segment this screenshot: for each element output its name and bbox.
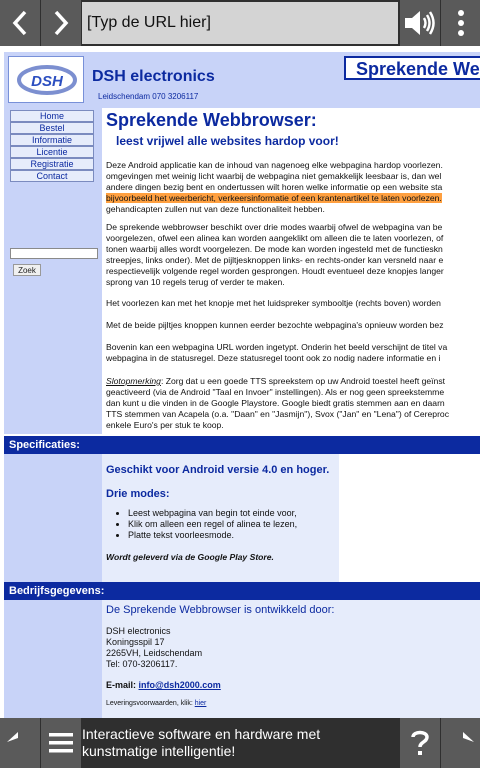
paragraph-6[interactable]: Slotopmerking: Zorg dat u een goede TTS spreekstem op uw Android toestel heeft geïnst geactiveerd (via de Android "Taal en Invoer" instellingen). Als er nog geen spreekstemme dan kunt u die vinden in de Google Playstore. Google biedt gratis stemmen aan en daarn TTS stemmen van Acapela (o.a. "Daan" en "Jasmijn"), Svox ("Jan" en "Lena") of Cereproc enkele Euro's per stuk te koop. bbox=[106, 376, 450, 430]
site-header bbox=[4, 52, 480, 108]
specs-modes-list bbox=[118, 508, 297, 541]
chevron-right-icon bbox=[51, 9, 71, 37]
specs-footer: Wordt geleverd via de Google Play Store. bbox=[106, 552, 274, 562]
company-section-header: Bedrijfsgegevens: bbox=[4, 582, 480, 600]
share-arrow-icon bbox=[446, 728, 476, 758]
company-side-panel bbox=[4, 600, 102, 718]
next-line-button[interactable] bbox=[441, 718, 480, 768]
browser-toolbar bbox=[0, 0, 480, 46]
overflow-menu-button[interactable] bbox=[441, 0, 480, 46]
logo-text: DSH bbox=[31, 73, 63, 90]
header-title-box bbox=[344, 56, 480, 80]
menu-contact[interactable]: Contact bbox=[10, 170, 94, 182]
hamburger-list-icon bbox=[48, 730, 74, 756]
status-line: Interactieve software en hardware met kunstmatige intelligentie! bbox=[82, 726, 321, 759]
url-input[interactable]: [Typ de URL hier] bbox=[82, 2, 398, 44]
menu-informatie[interactable]: Informatie bbox=[10, 134, 94, 146]
company-email: E-mail: info@dsh2000.com bbox=[106, 680, 221, 690]
mode-button[interactable] bbox=[41, 718, 81, 768]
help-button[interactable] bbox=[400, 718, 440, 768]
specs-section-header: Specificaties: bbox=[4, 436, 480, 454]
main-article bbox=[102, 108, 480, 434]
browser-bottom-bar bbox=[0, 718, 480, 768]
email-link[interactable]: info@dsh2000.com bbox=[138, 680, 221, 690]
brand-name: DSH electronics bbox=[92, 68, 215, 85]
specs-side-panel bbox=[4, 454, 102, 582]
specs-modes-heading: Drie modes: bbox=[106, 488, 170, 500]
speak-button[interactable] bbox=[400, 0, 440, 46]
back-button[interactable] bbox=[0, 0, 40, 46]
menu-licentie[interactable]: Licentie bbox=[10, 146, 94, 158]
highlighted-sentence: bijvoorbeeld het weerbericht, verkeersinformatie of een krantenartikel te laten voorlezen. bbox=[106, 193, 442, 203]
paragraph-4[interactable]: Met de beide pijltjes knoppen kunnen eerder bezochte webpagina's opnieuw worden bez bbox=[106, 320, 444, 330]
terms-link[interactable]: hier bbox=[194, 700, 207, 707]
list-item: • Leest webpagina van begin tot einde voor, bbox=[128, 508, 297, 519]
paragraph-3[interactable]: Het voorlezen kan met het knopje met het luidspreker symbooltje (rechts boven) worden bbox=[106, 298, 441, 308]
question-mark-icon bbox=[408, 728, 432, 758]
forward-button[interactable] bbox=[41, 0, 81, 46]
menu-registratie[interactable]: Registratie bbox=[10, 158, 94, 170]
terms: Leveringsvoorwaarden, klik: hier bbox=[106, 700, 207, 707]
speaker-icon bbox=[403, 8, 437, 38]
specs-panel bbox=[102, 454, 339, 582]
menu-home[interactable]: Home bbox=[10, 110, 94, 122]
list-item: • Platte tekst voorleesmode. bbox=[128, 530, 297, 541]
reply-arrow-icon bbox=[5, 728, 35, 758]
menu-bestel[interactable]: Bestel bbox=[10, 122, 94, 134]
specs-android-version: Geschikt voor Android versie 4.0 en hoger. bbox=[106, 464, 330, 476]
chevron-left-icon bbox=[10, 9, 30, 37]
slotopmerking-label: Slotopmerking bbox=[106, 376, 161, 386]
paragraph-5[interactable]: Bovenin kan een webpagina URL worden ingetypt. Onderin het beeld verschijnt de titel va webpagina in de statusregel. Deze statusregel toont ook zo nodig nadere informatie en i bbox=[106, 342, 448, 363]
dsh-logo[interactable] bbox=[8, 56, 84, 103]
company-panel bbox=[102, 600, 480, 718]
site-sidebar bbox=[4, 108, 102, 434]
previous-line-button[interactable] bbox=[0, 718, 40, 768]
list-item: • Klik om alleen een regel of alinea te lezen, bbox=[128, 519, 297, 530]
web-view[interactable] bbox=[0, 46, 480, 718]
paragraph-1[interactable]: Deze Android applicatie kan de inhoud van nagenoeg elke webpagina hardop voorlezen. omgevingen met weinig licht waarbij de webpagina niet gemakkelijk leesbaar is, dan wel andere dingen bezig bent en ondertussen wilt horen welke informatie op een website sta bijvoorbeeld het weerbericht, verkeersinformatie of een krantenartikel te laten voorlezen. gehandicapten zullen nut van deze functionaliteit hebben. bbox=[106, 160, 443, 214]
site-search-button[interactable]: Zoek bbox=[13, 264, 41, 276]
header-title: Sprekende We bbox=[356, 59, 480, 79]
company-address: DSH electronics Koningsspil 17 2265VH, Leidschendam Tel: 070-3206117. bbox=[106, 626, 203, 669]
location-phone: Leidschendam 070 3206117 bbox=[98, 92, 199, 101]
paragraph-2[interactable]: De sprekende webbrowser beschikt over drie modes waarbij ofwel de webpagina van be voorgelezen, ofwel een alinea kan worden aangeklikt om alleen die te laten voorlezen, of tonen waarbij alles wordt voorgelezen. De mode kan worden ingesteld met de functieskn streepjes, links onder). Met de pijltjesknoppen links- en rechts-onder kan versneld naar e respectievelijk volgende regel worden gesprongen. Houdt eventueel deze knopjes langer sprong van 10 regels terug of verder te maken. bbox=[106, 222, 444, 287]
vertical-dots-icon bbox=[457, 9, 465, 37]
site-search-input[interactable] bbox=[10, 248, 98, 259]
company-heading: De Sprekende Webbrowser is ontwikkeld door: bbox=[106, 604, 335, 616]
article-subtitle: leest vrijwel alle websites hardop voor! bbox=[116, 134, 339, 148]
article-title: Sprekende Webbrowser: bbox=[106, 110, 317, 130]
